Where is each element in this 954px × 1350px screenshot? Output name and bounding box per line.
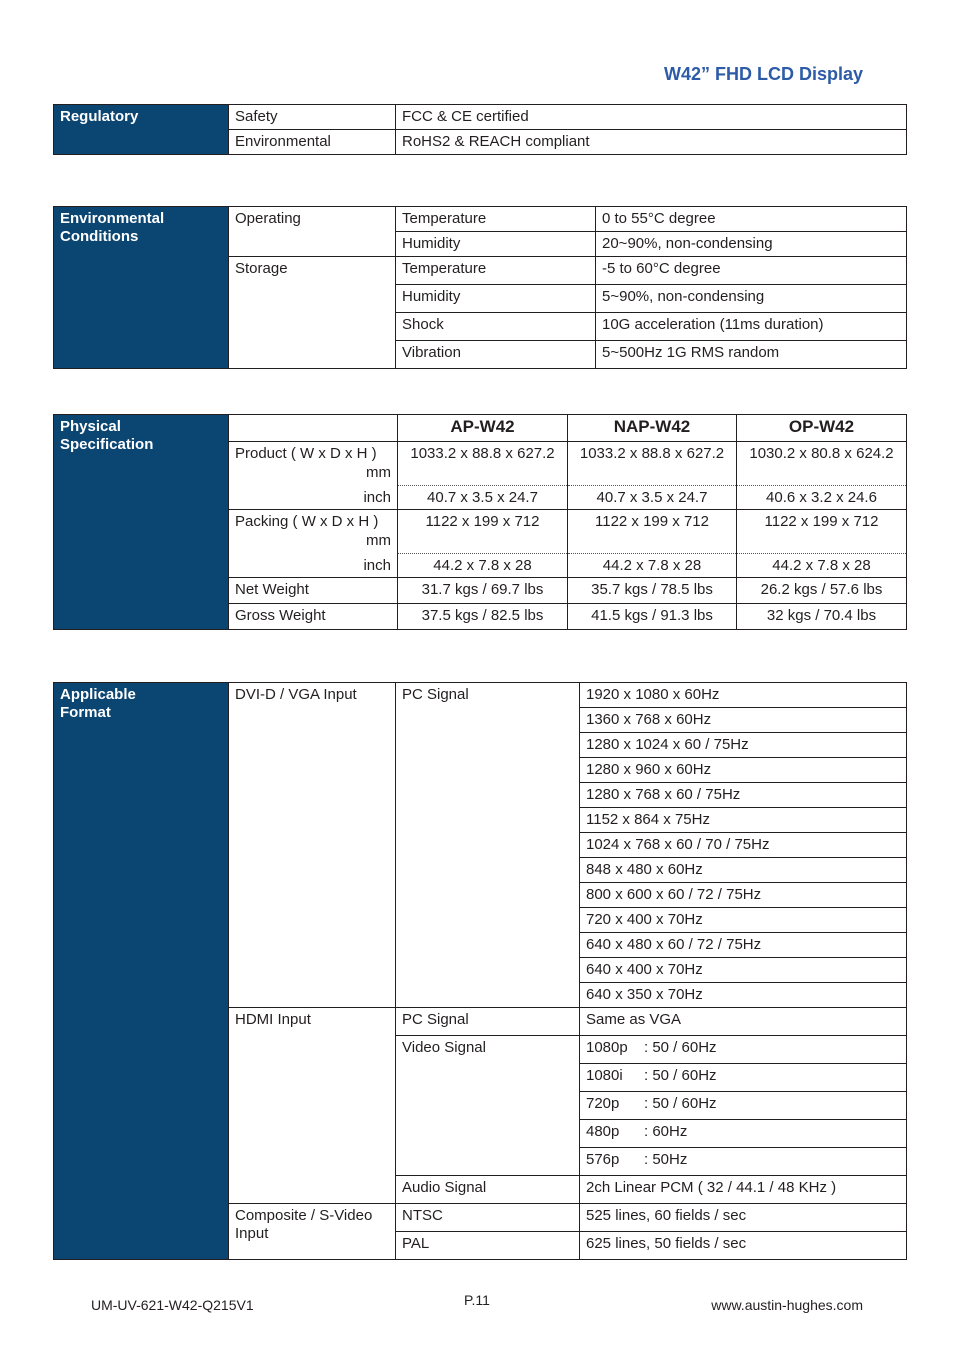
regulatory-label: Environmental	[229, 130, 396, 155]
composite-label-line: Input	[235, 1225, 269, 1242]
hdmi-video-signal: Video Signal	[396, 1036, 580, 1176]
model-header: OP-W42	[737, 415, 907, 442]
composite-label	[229, 1204, 396, 1260]
dvi-signal: PC Signal	[396, 683, 580, 1008]
format-mode: 1360 x 768 x 60Hz	[580, 708, 907, 733]
format-mode: 1152 x 864 x 75Hz	[580, 808, 907, 833]
env-value: 5~90%, non-condensing	[596, 285, 907, 313]
product-mm-value: 1033.2 x 88.8 x 627.2	[568, 442, 737, 486]
format-mode: 1920 x 1080 x 60Hz	[580, 683, 907, 708]
packing-inch-value: 44.2 x 7.8 x 28	[398, 554, 568, 578]
env-value: 0 to 55°C degree	[596, 207, 907, 232]
env-value: -5 to 60°C degree	[596, 257, 907, 285]
video-res: 1080p	[586, 1039, 628, 1056]
format-mode: 1280 x 1024 x 60 / 75Hz	[580, 733, 907, 758]
gross-weight-value: 37.5 kgs / 82.5 lbs	[398, 604, 568, 630]
composite-std: NTSC	[396, 1204, 580, 1232]
format-mode: 848 x 480 x 60Hz	[580, 858, 907, 883]
model-header: AP-W42	[398, 415, 568, 442]
unit-mm: mm	[366, 464, 391, 481]
physical-table	[53, 414, 907, 630]
regulatory-value: FCC & CE certified	[396, 105, 907, 130]
footer-page-number: P.11	[464, 1292, 490, 1308]
composite-label-line: Composite / S-Video	[235, 1207, 373, 1224]
packing-mm-value: 1122 x 199 x 712	[568, 510, 737, 554]
applicable-format-table	[53, 682, 907, 1260]
packing-mm-value: 1122 x 199 x 712	[737, 510, 907, 554]
video-mode	[580, 1120, 907, 1148]
regulatory-label: Safety	[229, 105, 396, 130]
hdmi-audio-value: 2ch Linear PCM ( 32 / 44.1 / 48 KHz )	[580, 1176, 907, 1204]
video-res: 1080i	[586, 1067, 623, 1084]
video-rate: : 60Hz	[644, 1123, 688, 1140]
unit-inch: inch	[229, 554, 398, 578]
env-item: Temperature	[396, 207, 596, 232]
product-label: Product ( W x D x H )	[235, 445, 377, 462]
composite-std: PAL	[396, 1232, 580, 1260]
product-inch-value: 40.7 x 3.5 x 24.7	[398, 486, 568, 510]
video-res: 576p	[586, 1151, 620, 1168]
video-mode	[580, 1064, 907, 1092]
gross-weight-value: 41.5 kgs / 91.3 lbs	[568, 604, 737, 630]
packing-label: Packing ( W x D x H )	[235, 513, 379, 530]
operating-label: Operating	[229, 207, 396, 257]
video-res: 480p	[586, 1123, 620, 1140]
env-item: Shock	[396, 313, 596, 341]
category-line: Environmental	[60, 210, 165, 227]
model-header-blank	[229, 415, 398, 442]
category-line: Physical	[60, 418, 121, 435]
video-rate: : 50Hz	[644, 1151, 688, 1168]
format-mode: 1024 x 768 x 60 / 70 / 75Hz	[580, 833, 907, 858]
net-weight-label: Net Weight	[229, 578, 398, 604]
packing-mm-value: 1122 x 199 x 712	[398, 510, 568, 554]
format-mode: 800 x 600 x 60 / 72 / 75Hz	[580, 883, 907, 908]
video-mode	[580, 1092, 907, 1120]
unit-inch: inch	[229, 486, 398, 510]
product-inch-value: 40.7 x 3.5 x 24.7	[568, 486, 737, 510]
net-weight-value: 26.2 kgs / 57.6 lbs	[737, 578, 907, 604]
gross-weight-label: Gross Weight	[229, 604, 398, 630]
env-item: Humidity	[396, 232, 596, 257]
unit-mm: mm	[366, 532, 391, 549]
environmental-category	[54, 207, 229, 369]
hdmi-pc-value: Same as VGA	[580, 1008, 907, 1036]
dvi-vga-label: DVI-D / VGA Input	[229, 683, 396, 1008]
env-value: 20~90%, non-condensing	[596, 232, 907, 257]
category-line: Specification	[60, 436, 154, 453]
composite-value: 525 lines, 60 fields / sec	[580, 1204, 907, 1232]
hdmi-label: HDMI Input	[229, 1008, 396, 1204]
hdmi-pc-signal: PC Signal	[396, 1008, 580, 1036]
regulatory-table	[53, 104, 907, 155]
footer-website: www.austin-hughes.com	[711, 1297, 863, 1313]
product-inch-value: 40.6 x 3.2 x 24.6	[737, 486, 907, 510]
physical-category	[54, 415, 229, 630]
env-value: 5~500Hz 1G RMS random	[596, 341, 907, 369]
env-item: Vibration	[396, 341, 596, 369]
environmental-table	[53, 206, 907, 369]
hdmi-audio-signal: Audio Signal	[396, 1176, 580, 1204]
format-mode: 1280 x 960 x 60Hz	[580, 758, 907, 783]
format-mode: 640 x 350 x 70Hz	[580, 983, 907, 1008]
gross-weight-value: 32 kgs / 70.4 lbs	[737, 604, 907, 630]
model-header: NAP-W42	[568, 415, 737, 442]
packing-label-cell	[229, 510, 398, 554]
net-weight-value: 31.7 kgs / 69.7 lbs	[398, 578, 568, 604]
format-mode: 640 x 480 x 60 / 72 / 75Hz	[580, 933, 907, 958]
composite-value: 625 lines, 50 fields / sec	[580, 1232, 907, 1260]
format-mode: 640 x 400 x 70Hz	[580, 958, 907, 983]
category-line: Conditions	[60, 228, 139, 245]
product-label-cell	[229, 442, 398, 486]
category-line: Applicable	[60, 686, 136, 703]
video-res: 720p	[586, 1095, 620, 1112]
format-mode: 720 x 400 x 70Hz	[580, 908, 907, 933]
product-mm-value: 1033.2 x 88.8 x 627.2	[398, 442, 568, 486]
regulatory-category: Regulatory	[54, 105, 229, 155]
video-rate: : 50 / 60Hz	[644, 1039, 717, 1056]
env-item: Temperature	[396, 257, 596, 285]
env-value: 10G acceleration (11ms duration)	[596, 313, 907, 341]
packing-inch-value: 44.2 x 7.8 x 28	[568, 554, 737, 578]
regulatory-value: RoHS2 & REACH compliant	[396, 130, 907, 155]
document-title: W42” FHD LCD Display	[663, 64, 863, 84]
env-item: Humidity	[396, 285, 596, 313]
video-mode	[580, 1036, 907, 1064]
footer-doc-id: UM-UV-621-W42-Q215V1	[91, 1297, 254, 1313]
product-mm-value: 1030.2 x 80.8 x 624.2	[737, 442, 907, 486]
net-weight-value: 35.7 kgs / 78.5 lbs	[568, 578, 737, 604]
applicable-category	[54, 683, 229, 1260]
video-rate: : 50 / 60Hz	[644, 1095, 717, 1112]
video-rate: : 50 / 60Hz	[644, 1067, 717, 1084]
storage-label: Storage	[229, 257, 396, 369]
category-line: Format	[60, 704, 111, 721]
video-mode	[580, 1148, 907, 1176]
format-mode: 1280 x 768 x 60 / 75Hz	[580, 783, 907, 808]
packing-inch-value: 44.2 x 7.8 x 28	[737, 554, 907, 578]
